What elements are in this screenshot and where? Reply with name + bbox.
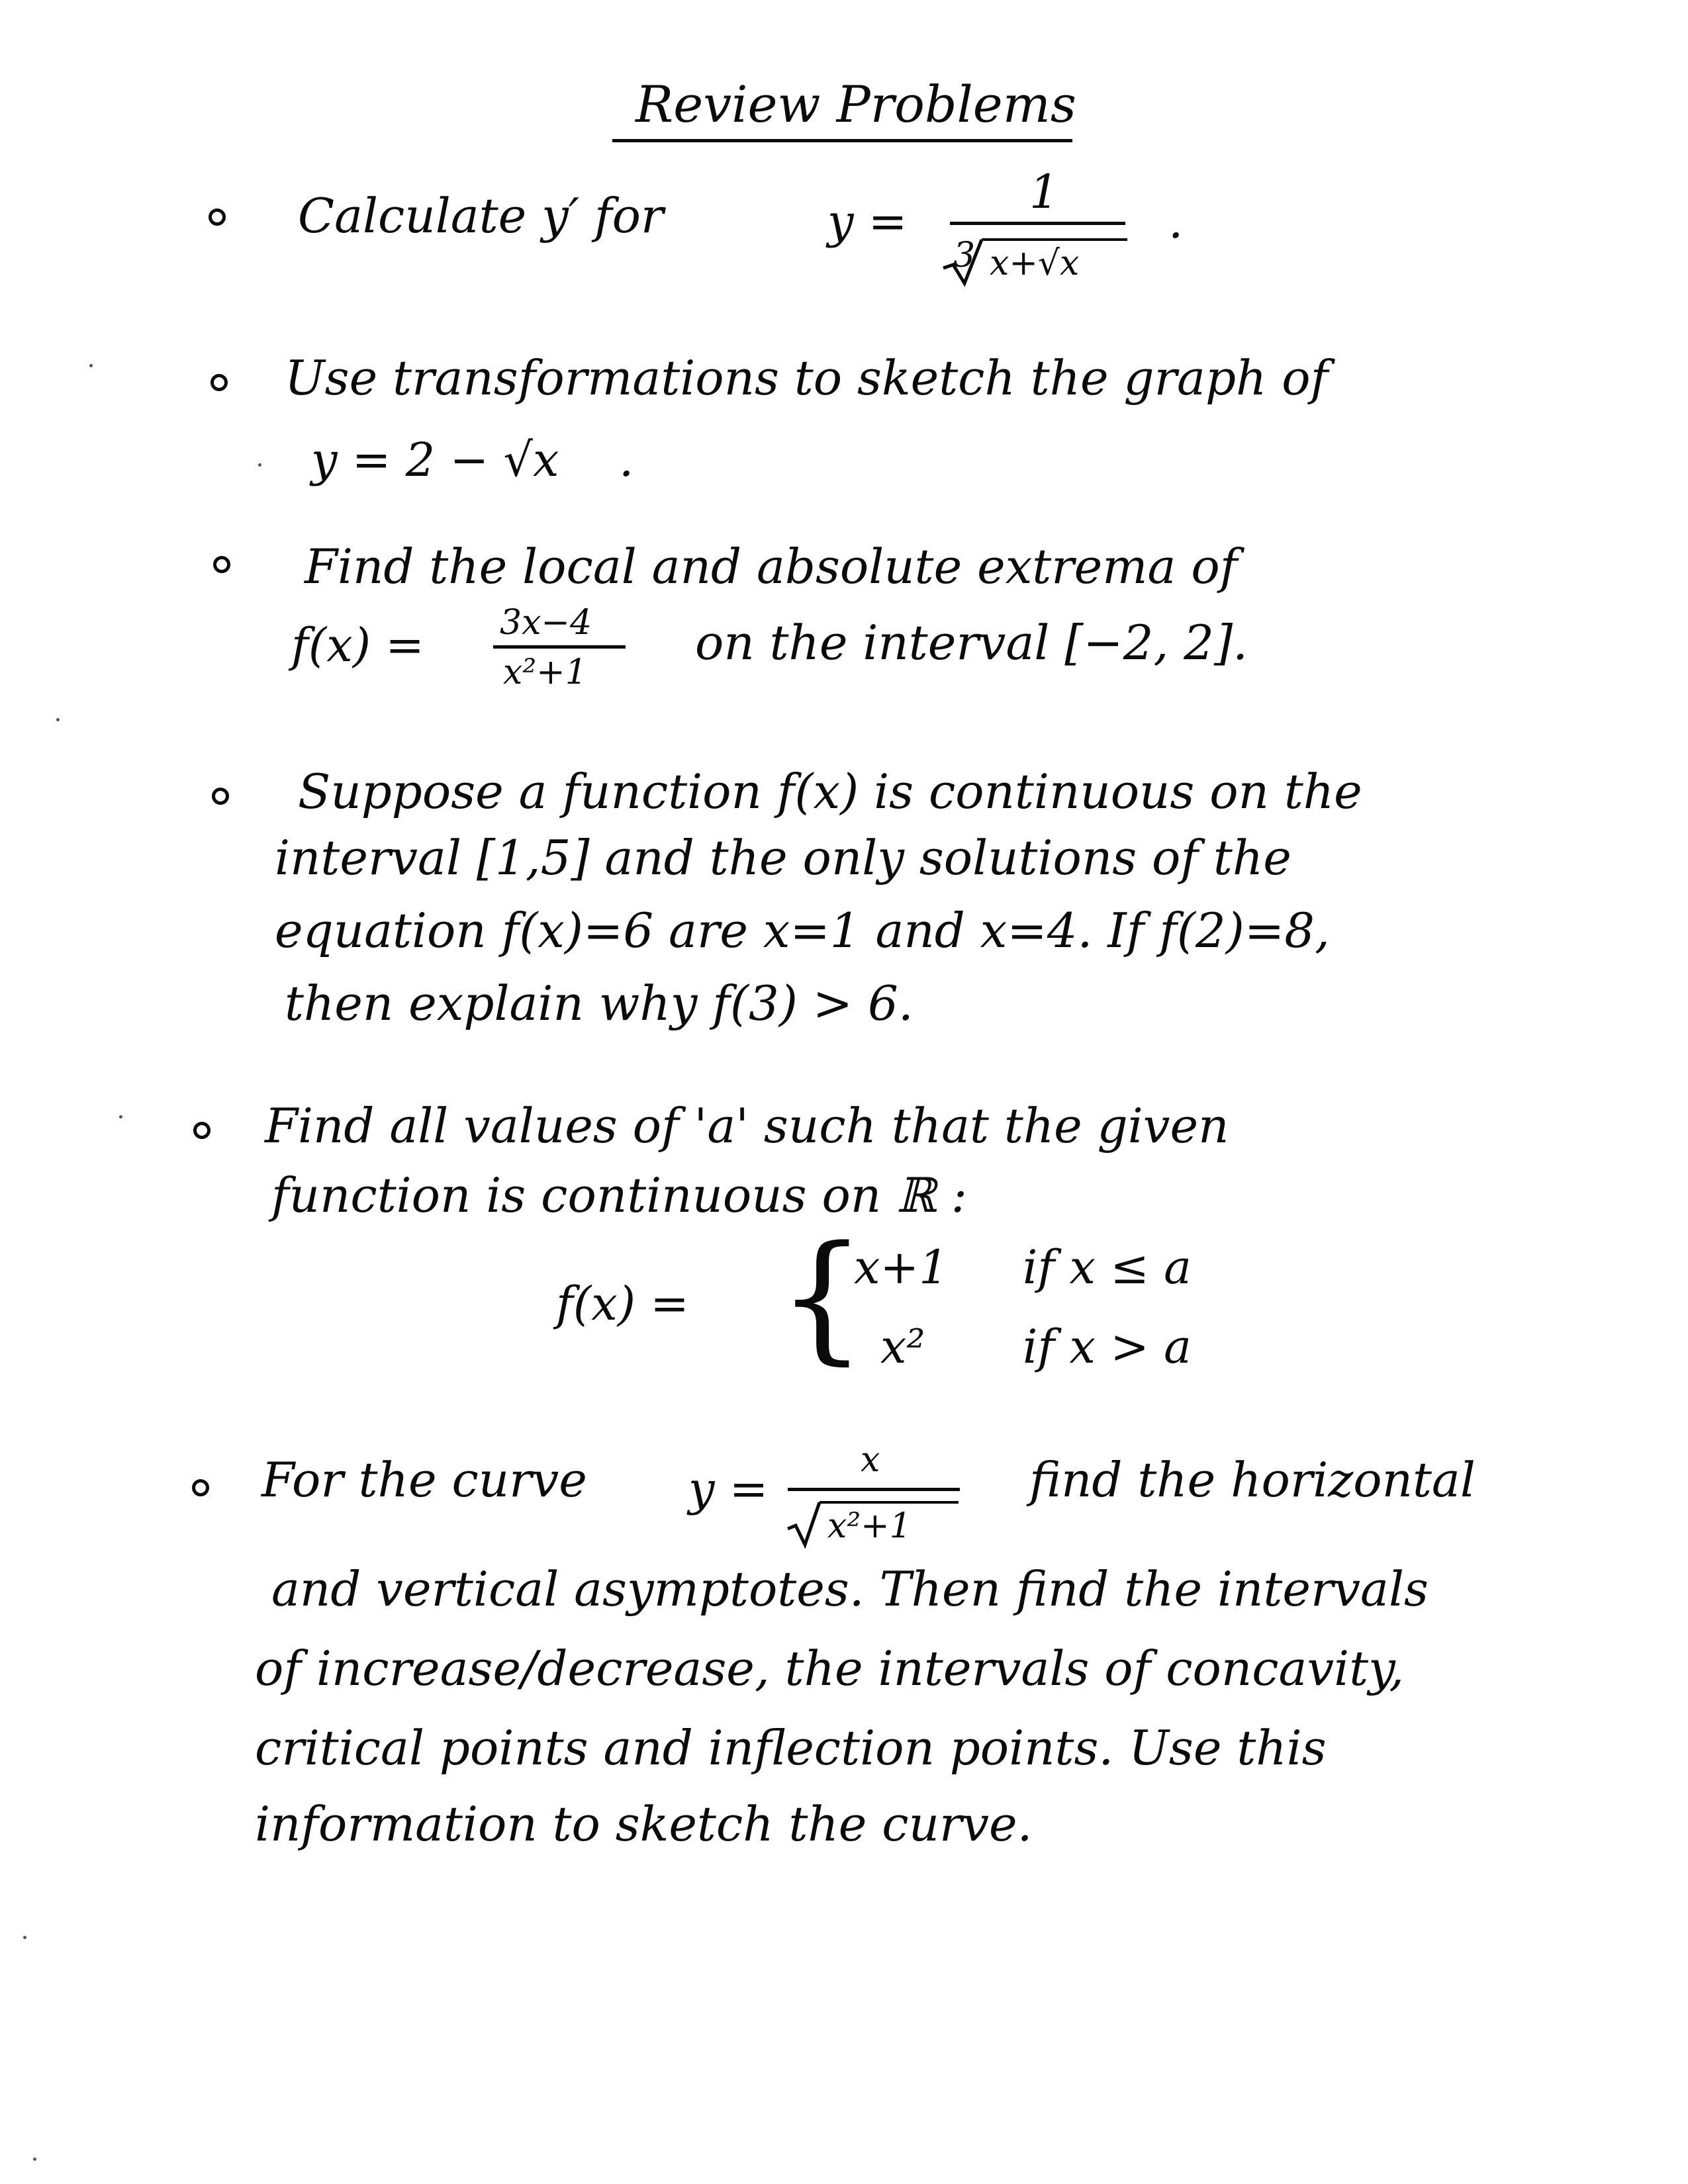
bullet-3 <box>213 556 230 573</box>
problem-6-eq-lhs: y = <box>688 1462 769 1516</box>
problem-6-square-root-icon <box>788 1501 821 1547</box>
scan-speck <box>56 718 60 721</box>
problem-4-line-2: interval [1,5] and the only solutions of the <box>275 830 1291 886</box>
problem-1-fraction-bar <box>950 222 1125 225</box>
problem-4-line-4: then explain why f(3) > 6. <box>285 976 914 1031</box>
problem-4-line-3: equation f(x)=6 are x=1 and x=4. If f(2)=8, <box>275 903 1330 958</box>
problem-3-denominator: x²+1 <box>503 653 587 692</box>
problem-6-line-4: critical points and inflection points. Use this <box>255 1720 1327 1776</box>
bullet-4 <box>212 788 229 805</box>
scan-speck <box>258 463 261 467</box>
problem-2-end: . <box>619 433 634 487</box>
problem-6-numerator: x <box>861 1440 880 1480</box>
problem-3-eq-lhs: f(x) = <box>291 618 424 672</box>
problem-1-numerator: 1 <box>1029 165 1059 219</box>
scan-speck <box>89 364 93 367</box>
problem-1-radical-bar <box>982 238 1127 241</box>
problem-4-line-1: Suppose a function f(x) is continuous on the <box>298 764 1362 819</box>
page-title: Review Problems <box>635 75 1076 134</box>
problem-1-cube-root-icon <box>943 238 983 285</box>
problem-5-line-2: function is continuous on ℝ : <box>271 1167 968 1223</box>
problem-6-radical-bar <box>820 1501 959 1504</box>
bullet-6 <box>192 1479 209 1496</box>
problem-3-line-1: Find the local and absolute extrema of <box>305 539 1238 594</box>
problem-1-eq-lhs: y = <box>827 195 908 249</box>
problem-2-equation: y = 2 − √x <box>311 433 559 487</box>
problem-6-line-5: information to sketch the curve. <box>255 1796 1033 1852</box>
problem-6-line-1-start: For the curve <box>261 1452 587 1508</box>
problem-5-case-1-cond: if x ≤ a <box>1023 1240 1192 1295</box>
problem-3-fraction-bar <box>493 645 626 649</box>
problem-3-numerator: 3x−4 <box>500 603 592 643</box>
problem-5-case-1-expr: x+1 <box>854 1240 949 1295</box>
problem-3-tail: on the interval [−2, 2]. <box>695 615 1248 670</box>
scan-speck <box>23 1936 26 1939</box>
problem-1-end: . <box>1168 195 1184 249</box>
problem-1-root-index: 3 <box>953 236 976 275</box>
piecewise-brace: { <box>778 1216 867 1378</box>
problem-5-case-2-cond: if x > a <box>1023 1320 1192 1374</box>
problem-1-denominator: x+√x <box>990 244 1080 283</box>
bullet-2 <box>211 374 228 391</box>
bullet-1 <box>209 208 226 226</box>
problem-6-line-1-end: find the horizontal <box>1029 1452 1476 1508</box>
title-underline <box>612 139 1072 142</box>
problem-6-line-2: and vertical asymptotes. Then find the intervals <box>271 1561 1429 1617</box>
scan-speck <box>119 1115 122 1118</box>
problem-5-line-1: Find all values of 'a' such that the given <box>265 1098 1229 1154</box>
problem-6-line-3: of increase/decrease, the intervals of concavity, <box>255 1641 1405 1696</box>
problem-6-denominator: x²+1 <box>827 1506 912 1546</box>
bullet-5 <box>193 1122 211 1139</box>
problem-5-case-2-expr: x² <box>880 1320 925 1374</box>
problem-5-eq-lhs: f(x) = <box>556 1277 689 1331</box>
problem-6-fraction-bar <box>788 1488 960 1491</box>
problem-1-text: Calculate y′ for <box>298 188 664 244</box>
problem-2-line-1: Use transformations to sketch the graph of <box>285 350 1329 406</box>
scan-speck <box>33 2158 36 2161</box>
